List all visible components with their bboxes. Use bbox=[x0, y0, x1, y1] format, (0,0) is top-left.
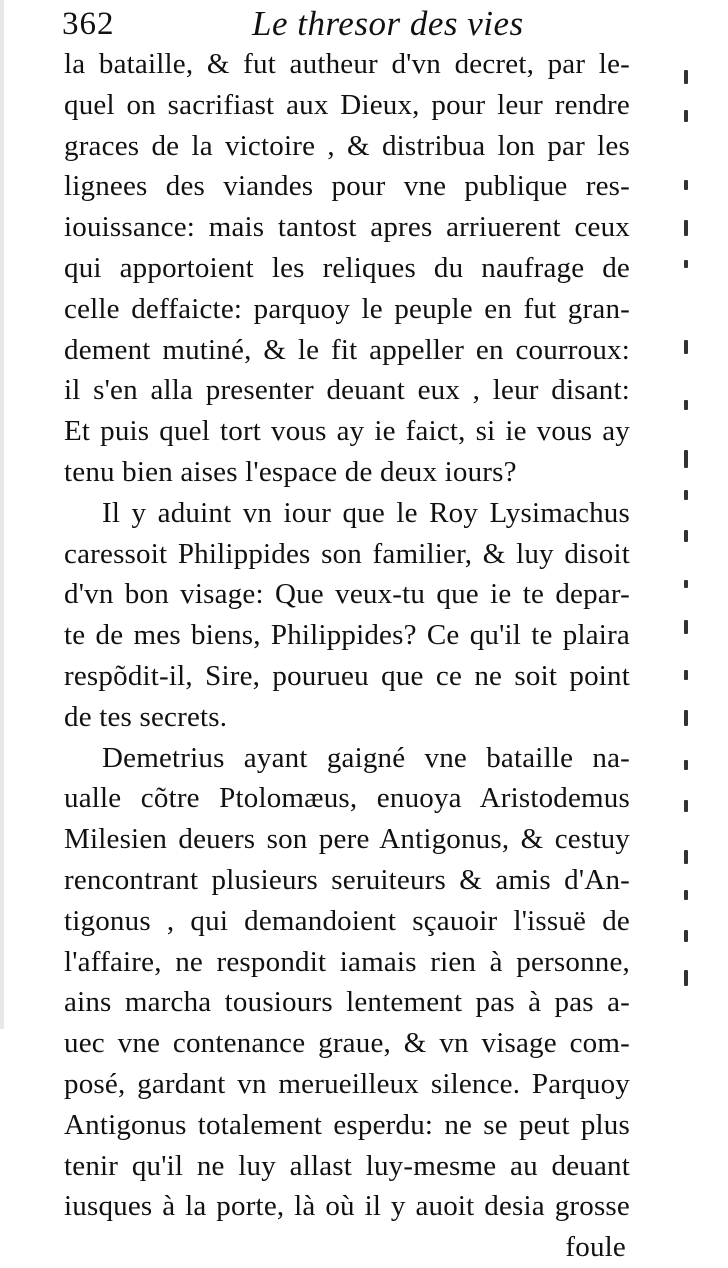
text-line: celle deffaicte: parquoy le peuple en fut gran- bbox=[64, 292, 630, 325]
margin-bleed-marks bbox=[680, 60, 694, 1020]
text-line: te de mes biens, Philippides? Ce qu'il te plaira bbox=[64, 619, 630, 652]
text-line: qui apportoient les reliques du naufrage de bbox=[64, 251, 630, 284]
text-line: respõdit-il, Sire, pourueu que ce ne soit point bbox=[64, 659, 630, 692]
text-line: iusques à la porte, là où il y auoit desia grosse bbox=[64, 1190, 630, 1223]
text-line: tigonus , qui demandoient sçauoir l'issuë de bbox=[64, 904, 630, 937]
text-line: l'affaire, ne respondit iamais rien à personne, bbox=[64, 945, 630, 978]
text-line: lignees des viandes pour vne publique res- bbox=[64, 170, 630, 203]
text-line: la bataille, & fut autheur d'vn decret, par le- bbox=[64, 48, 630, 80]
text-line: ualle cõtre Ptolomæus, enuoya Aristodemus bbox=[64, 782, 630, 815]
running-title: Le thresor des vies bbox=[252, 4, 524, 43]
text-line: ains marcha tousiours lentement pas à pas a- bbox=[64, 986, 630, 1019]
text-line: caressoit Philippides son familier, & luy disoit bbox=[64, 537, 630, 570]
text-line: il s'en alla presenter deuant eux , leur disant: bbox=[64, 374, 630, 407]
paragraph-end-line: de tes secrets. bbox=[64, 700, 228, 733]
page-number: 362 bbox=[62, 6, 115, 42]
text-line: Antigonus totalement esperdu: ne se peut plus bbox=[64, 1108, 630, 1141]
text-line: graces de la victoire , & distribua lon par les bbox=[64, 129, 630, 162]
body-text bbox=[64, 44, 630, 1268]
page-header bbox=[62, 2, 622, 46]
text-line: dement mutiné, & le fit appeller en courroux: bbox=[64, 333, 630, 366]
text-line: Milesien deuers son pere Antigonus, & cestuy bbox=[64, 823, 630, 856]
text-line: tenir qu'il ne luy allast luy-mesme au deuant bbox=[64, 1149, 630, 1182]
text-line: Et puis quel tort vous ay ie faict, si ie vous ay bbox=[64, 415, 630, 448]
text-line: quel on sacrifiast aux Dieux, pour leur rendre bbox=[64, 88, 630, 121]
page-gutter bbox=[0, 0, 4, 1029]
text-line: rencontrant plusieurs seruiteurs & amis d'An- bbox=[64, 863, 630, 896]
text-line: posé, gardant vn merueilleux silence. Parquoy bbox=[64, 1067, 630, 1100]
catchword: foule bbox=[565, 1231, 626, 1264]
text-line: uec vne contenance graue, & vn visage com- bbox=[64, 1027, 630, 1060]
paragraph-start-line: Demetrius ayant gaigné vne bataille na- bbox=[102, 741, 630, 774]
text-line: iouissance: mais tantost apres arriuerent ceux bbox=[64, 211, 630, 244]
text-line: d'vn bon visage: Que veux-tu que ie te depar- bbox=[64, 578, 630, 611]
paragraph-start-line: Il y aduint vn iour que le Roy Lysimachus bbox=[102, 496, 630, 529]
paragraph-end-line: tenu bien aises l'espace de deux iours? bbox=[64, 455, 517, 488]
